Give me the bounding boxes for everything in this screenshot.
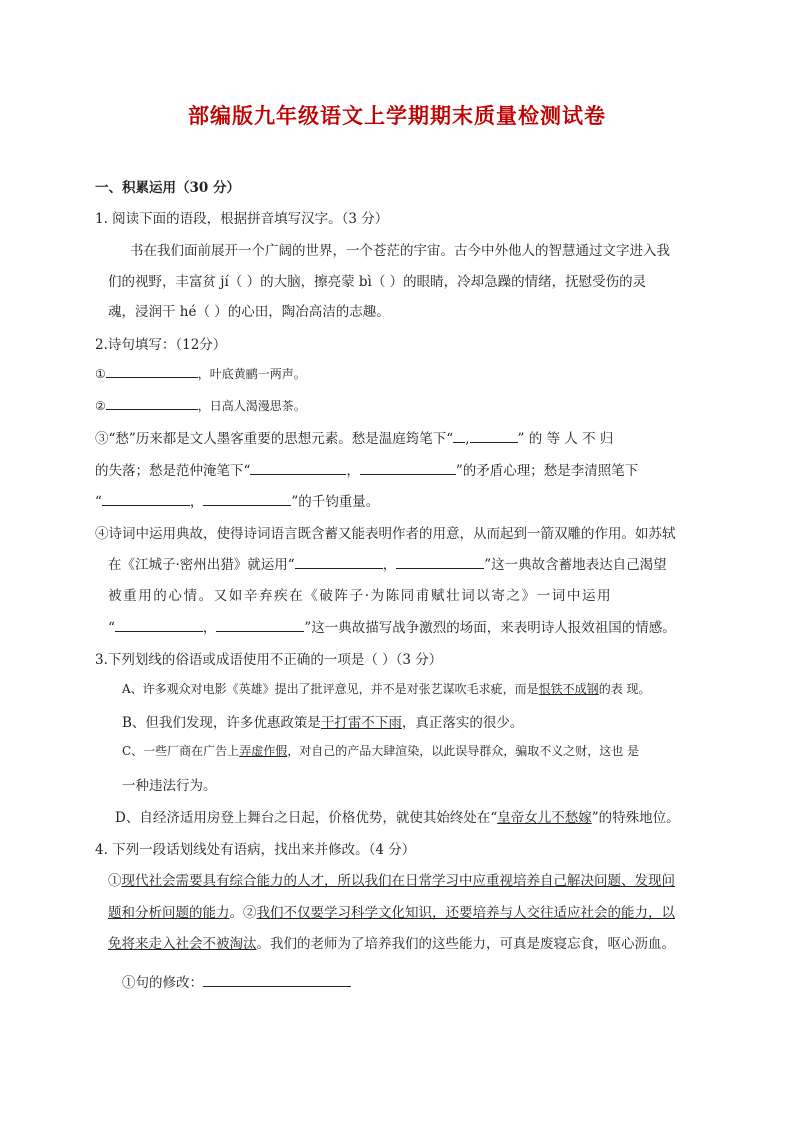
answer-blank[interactable] (453, 429, 465, 443)
answer-blank[interactable] (470, 429, 518, 443)
answer-blank[interactable] (295, 555, 383, 569)
q4-passage-line: ①现代社会需要具有综合能力的人才，所以我们在日常学习中应重视培养自己解决问题、发现问 (108, 873, 675, 889)
q1-passage-line: 们的视野，丰富贫 jí（ ）的大脑，擦亮蒙 bì（ ）的眼睛，冷却急躁的情绪，抚慰受伤的灵 (108, 274, 647, 290)
q4-fix-label: ①句的修改： (122, 975, 203, 991)
underlined-sentence: 免将来走入社会不被淘汰 (108, 936, 257, 952)
answer-blank[interactable] (360, 461, 456, 475)
question-4-heading: 4. 下列一段话划线处有语病，找出来并修改。（4 分） (95, 842, 416, 858)
q2-item-a (95, 364, 306, 382)
answer-blank[interactable] (203, 492, 291, 506)
underlined-sentence: 我们不仅要学习科学文化知识，还要培养与人交往适应社会的能力，以 (256, 905, 675, 921)
q2-item-d-line: “ ， ”这一典故描写战争激烈的场面，来表明诗人报效祖国的情感。 (108, 620, 676, 636)
q2-item-d-line: ④诗词中运用典故，使得诗词语言既含蓄又能表明作者的用意，从而起到一箭双雕的作用。如苏轼 (95, 526, 676, 542)
q3-option-c: C、一些厂商在广告上弄虚作假，对自己的产品大肆渲染，以此误导群众，骗取不义之财，这也 是 (122, 744, 640, 758)
page-title: 部编版九年级语文上学期期末质量检测试卷 (188, 103, 606, 128)
question-1-heading: 1. 阅读下面的语段，根据拼音填写汉字。（3 分） (95, 211, 389, 227)
question-3-heading: 3.下列划线的俗语或成语使用不正确的一项是（ ）（3 分） (95, 652, 443, 668)
answer-blank[interactable] (250, 461, 346, 475)
underlined-phrase: 恨铁不成钢 (538, 682, 599, 696)
q2-item-d-line: 在《江城子·密州出猎》就运用“ ， ”这一典故含蓄地表达自己渴望 (108, 557, 667, 573)
q1-passage-line: 书在我们面前展开一个广阔的世界，一个苍茫的宇宙。古今中外他人的智慧通过文字进入我 (130, 243, 670, 259)
q2-item-b-marker: ② (95, 399, 106, 413)
underlined-phrase: 干打雷不下雨 (320, 715, 402, 731)
underlined-phrase: 弄虚作假 (239, 744, 288, 758)
q3-option-b: B、但我们发现，许多优惠政策是干打雷不下雨，真正落实的很少。 (122, 715, 524, 731)
q2-item-d-line: 被重用的心情。又如辛弃疾在《破阵子·为陈同甫赋壮词以寄之》一词中运用 (108, 588, 613, 604)
section-heading: 一、积累运用（30 分） (95, 180, 240, 196)
q3-option-d: D、自经济适用房登上舞台之日起，价格优势，就使其始终处在“皇帝女儿不愁嫁”的特殊地位。 (115, 810, 680, 826)
q2-item-a-marker: ① (95, 367, 106, 381)
answer-blank[interactable] (396, 555, 484, 569)
underlined-sentence: 现代社会需要具有综合能力的人才，所以我们在日常学习中应重视培养自己解决问题、发现问 (121, 873, 675, 889)
answer-blank[interactable] (102, 492, 190, 506)
q2-item-c-line: 的失落；愁是范仲淹笔下“ ， ”的矛盾心理；愁是李清照笔下 (95, 463, 639, 479)
underlined-sentence: 题和分析问题的能力 (108, 905, 230, 921)
q2-item-b-text: ，日高人渴漫思茶。 (197, 399, 306, 413)
q3-option-c-continued: 一种违法行为。 (122, 778, 217, 794)
answer-blank[interactable] (106, 364, 198, 378)
q4-fix-line (122, 971, 351, 991)
q4-passage-line: 免将来走入社会不被淘汰。我们的老师为了培养我们的这些能力，可真是废寝忘食，呕心沥血。 (108, 936, 675, 952)
q3-option-a: A、许多观众对电影《英雄》提出了批评意见，并不是对张艺谋吹毛求疵，而是恨铁不成钢的表 现。 (122, 682, 651, 696)
q2-item-b (95, 396, 306, 414)
answer-blank[interactable] (203, 973, 351, 987)
q2-item-a-text: ，叶底黄鹂一两声。 (197, 367, 306, 381)
question-2-heading: 2.诗句填写：（12分） (95, 337, 227, 353)
q2-item-c-line: ③“愁”历来都是文人墨客重要的思想元素。愁是温庭筠笔下“ , ” 的 等 人 不 归 (95, 431, 614, 447)
q4-passage-line: 题和分析问题的能力。②我们不仅要学习科学文化知识，还要培养与人交往适应社会的能力，以 (108, 905, 675, 921)
q1-passage-line: 魂，浸润干 hé（ ）的心田，陶冶高洁的志趣。 (108, 304, 390, 320)
q2-item-c-line: “ ， ”的千钧重量。 (95, 494, 380, 510)
answer-blank[interactable] (106, 396, 198, 410)
answer-blank[interactable] (115, 618, 203, 632)
underlined-phrase: 皇帝女儿不愁嫁 (497, 810, 592, 826)
answer-blank[interactable] (216, 618, 304, 632)
